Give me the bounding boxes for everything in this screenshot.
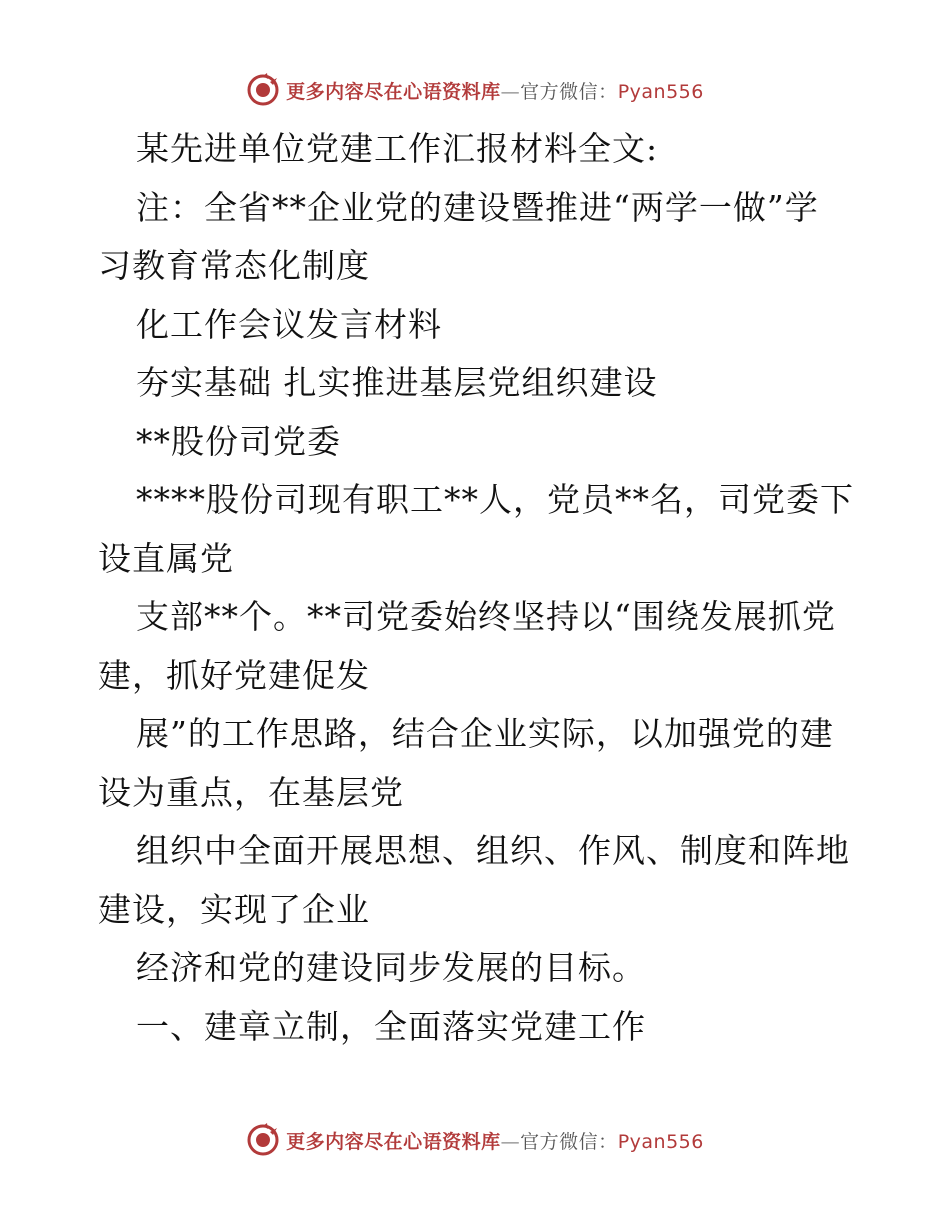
document-title: 某先进单位党建工作汇报材料全文: xyxy=(136,129,659,168)
footer-watermark xyxy=(0,1120,950,1160)
document-line: ****股份司现有职工**人，党员**名，司党委下 xyxy=(136,480,854,519)
watermark-text xyxy=(286,1127,704,1154)
document-line: 经济和党的建设同步发展的目标。 xyxy=(136,948,646,987)
watermark-text xyxy=(286,77,704,104)
header-watermark xyxy=(0,70,950,110)
watermark-official-label: 官方微信： xyxy=(520,80,618,103)
document-line: 支部**个。**司党委始终坚持以“围绕发展抓党 xyxy=(136,597,836,636)
red-stamp-logo-icon xyxy=(246,1123,280,1157)
watermark-separator: — xyxy=(500,1130,521,1153)
document-line: 习教育常态化制度 xyxy=(98,246,370,285)
watermark-separator: — xyxy=(500,80,521,103)
watermark-wechat-id: Pyan556 xyxy=(617,80,704,103)
document-line: 展”的工作思路，结合企业实际，以加强党的建 xyxy=(136,714,834,753)
section-heading: 一、建章立制，全面落实党建工作 xyxy=(136,1006,646,1046)
document-line: 化工作会议发言材料 xyxy=(136,304,442,344)
document-body xyxy=(98,120,858,1056)
watermark-wechat-id: Pyan556 xyxy=(617,1130,704,1153)
document-line: 建，抓好党建促发 xyxy=(98,655,370,695)
document-line: 设为重点，在基层党 xyxy=(98,772,404,812)
document-heading: 夯实基础 扎实推进基层党组织建设 xyxy=(136,363,658,402)
document-line: 组织中全面开展思想、组织、作风、制度和阵地 xyxy=(136,831,850,870)
red-stamp-logo-icon xyxy=(246,73,280,107)
document-author: **股份司党委 xyxy=(136,421,341,461)
watermark-official-label: 官方微信： xyxy=(520,1130,618,1153)
document-line: 注：全省**企业党的建设暨推进“两学一做”学 xyxy=(136,187,819,227)
watermark-brand: 更多内容尽在心语资料库 xyxy=(286,80,501,103)
document-line: 设直属党 xyxy=(98,538,234,578)
document-line: 建设，实现了企业 xyxy=(98,889,370,929)
watermark-brand: 更多内容尽在心语资料库 xyxy=(286,1130,501,1153)
